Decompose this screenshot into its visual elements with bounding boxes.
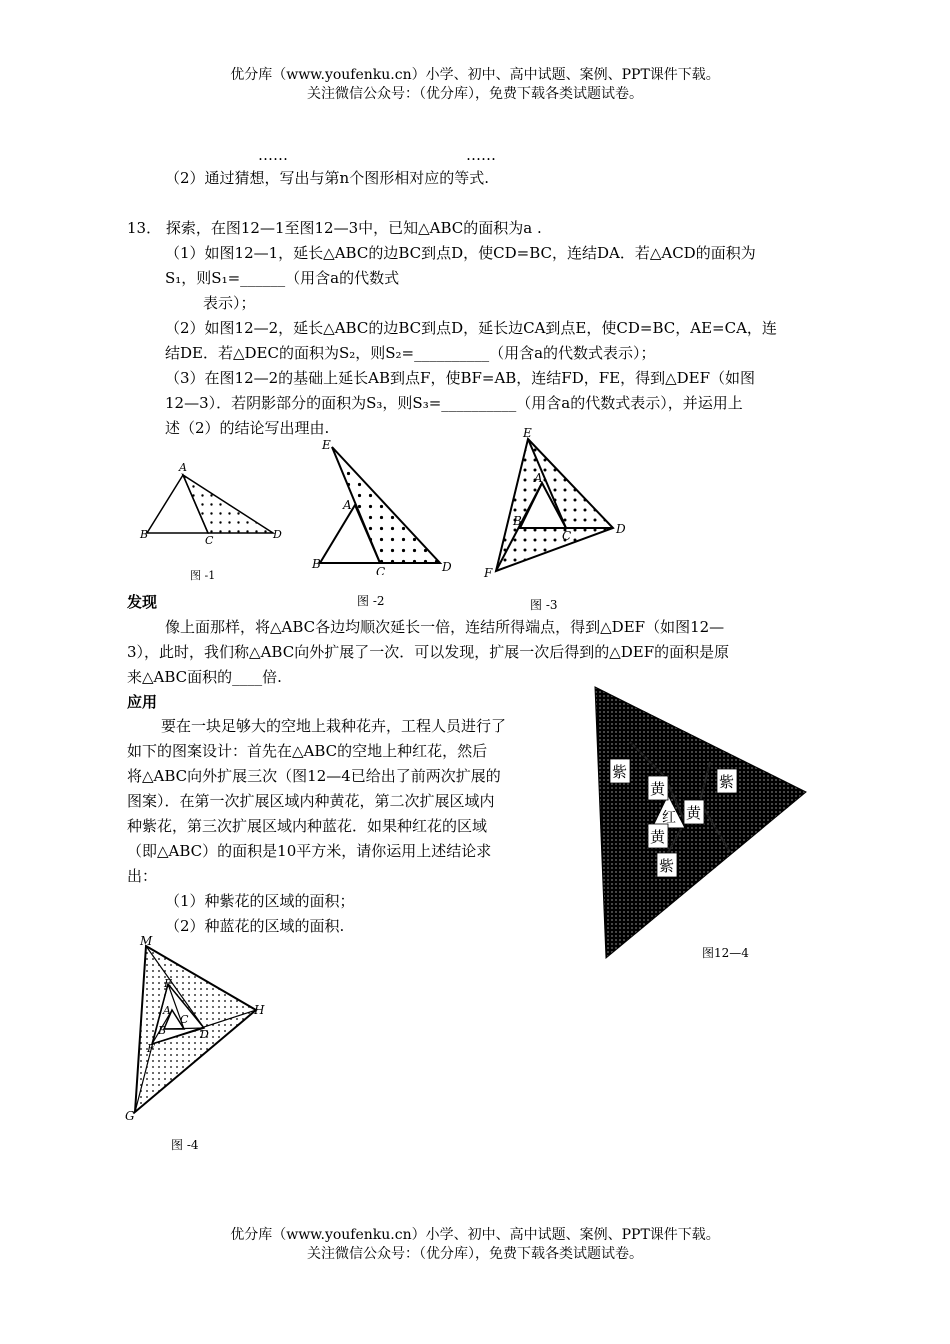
fig2-label-c: C [376,565,386,575]
q12-part2: （2）通过猜想，写出与第n个图形相对应的等式. [165,169,489,187]
figure-12-4-flower-pattern [590,682,810,964]
flower-label-purple-2: 紫 [719,773,735,791]
ellipsis-right: …… [466,146,496,164]
q13-p3b: 12—3）．若阴影部分的面积为S₃，则S₃=__________（用含a的代数式表示），并运用上 [165,394,743,412]
fig4-label-d: D [200,1028,209,1041]
fig4-label-a: A [163,1004,171,1017]
discover-heading: 发现 [127,593,158,611]
apply-line-7: 出： [127,867,158,885]
page-header-line2: 关注微信公众号：（优分库），免费下载各类试题试卷。 [307,86,643,102]
page-footer-line2: 关注微信公众号：（优分库），免费下载各类试题试卷。 [307,1246,643,1262]
fig3-label-e: E [523,426,532,440]
fig1-label-c: C [205,534,214,547]
flower-label-yellow-3: 黄 [650,828,666,846]
fig4-label-g: G [125,1109,135,1123]
figure-12-1-caption: 图 -1 [190,569,216,582]
apply-line-3: 将△ABC向外扩展三次（图12—4已给出了前两次扩展的 [127,767,501,785]
discover-text-2: 3），此时，我们称△ABC向外扩展了一次．可以发现，扩展一次后得到的△DEF的面积是原 [127,643,730,661]
fig3-label-d: D [616,522,626,536]
figure-12-2 [310,435,460,575]
fig4-label-h: H [254,1003,265,1017]
fig4-label-b: B [158,1024,167,1037]
fig1-label-d: D [273,528,282,541]
q13-p3c: 述（2）的结论写出理由. [165,419,330,437]
fig2-label-b: B [312,557,321,571]
flower-label-purple-1: 紫 [612,763,628,781]
figure-4-expansion [120,932,270,1127]
fig4-label-f: F [147,1042,155,1055]
figure-12-2-caption: 图 -2 [357,594,385,608]
q13-p1a: （1）如图12—1，延长△ABC的边BC到点D，使CD=BC，连结DA．若△ACD的面积为 [165,244,756,262]
figure-4-caption: 图 -4 [171,1138,199,1152]
flower-label-red: 红 [662,810,676,826]
discover-text-1: 像上面那样，将△ABC各边均顺次延长一倍，连结所得端点，得到△DEF（如图12— [165,618,725,636]
fig2-label-d: D [442,560,452,574]
fig1-label-a: A [179,461,187,474]
fig3-label-f: F [484,566,493,580]
fig4-label-c: C [180,1013,189,1026]
figure-12-4-caption: 图12—4 [702,946,749,960]
figure-12-3-caption: 图 -3 [530,598,558,612]
fig1-label-b: B [140,528,149,541]
apply-heading: 应用 [127,693,158,711]
flower-label-purple-3: 紫 [659,857,675,875]
figure-12-1 [135,455,285,550]
fig2-label-a: A [343,498,352,512]
fig3-label-a: A [534,471,543,485]
ellipsis-left: …… [258,146,288,164]
apply-question-1: （1）种紫花的区域的面积； [165,892,355,910]
apply-line-4: 图案）．在第一次扩展区域内种黄花，第二次扩展区域内 [127,792,495,810]
figure-12-3 [480,425,630,580]
apply-line-1: 要在一块足够大的空地上栽种花卉，工程人员进行了 [161,717,507,735]
q13-title: 13． 探索，在图12—1至图12—3中，已知△ABC的面积为a . [127,219,542,237]
page-footer-line1: 优分库（www.youfenku.cn）小学、初中、高中试题、案例、PPT课件下载。 [230,1227,720,1243]
discover-text-3: 来△ABC面积的____倍. [127,668,282,686]
flower-label-yellow-1: 黄 [650,780,666,798]
fig4-label-e: E [164,977,173,990]
fig4-label-m: M [140,934,153,948]
apply-line-6: （即△ABC）的面积是10平方米，请你运用上述结论求 [127,842,492,860]
q13-p1c: 表示）； [203,294,256,312]
apply-question-2: （2）种蓝花的区域的面积. [165,917,345,935]
q13-p3a: （3）在图12—2的基础上延长AB到点F，使BF=AB，连结FD，FE，得到△DEF（如图 [165,369,756,387]
q13-p2a: （2）如图12—2，延长△ABC的边BC到点D，延长边CA到点E，使CD=BC，AE=CA，连 [165,319,777,337]
flower-label-yellow-2: 黄 [686,804,702,822]
apply-line-2: 如下的图案设计：首先在△ABC的空地上种红花，然后 [127,742,488,760]
q13-p1b: S₁，则S₁=______（用含a的代数式 [165,269,400,287]
fig3-label-b: B [513,514,522,528]
apply-line-5: 种紫花，第三次扩展区域内种蓝花．如果种红花的区域 [127,817,488,835]
page-header-line1: 优分库（www.youfenku.cn）小学、初中、高中试题、案例、PPT课件下载。 [230,67,720,83]
fig3-label-c: C [562,529,572,543]
q13-p2b: 结DE．若△DEC的面积为S₂，则S₂=__________（用含a的代数式表示）； [165,344,656,362]
fig2-label-e: E [322,438,331,452]
